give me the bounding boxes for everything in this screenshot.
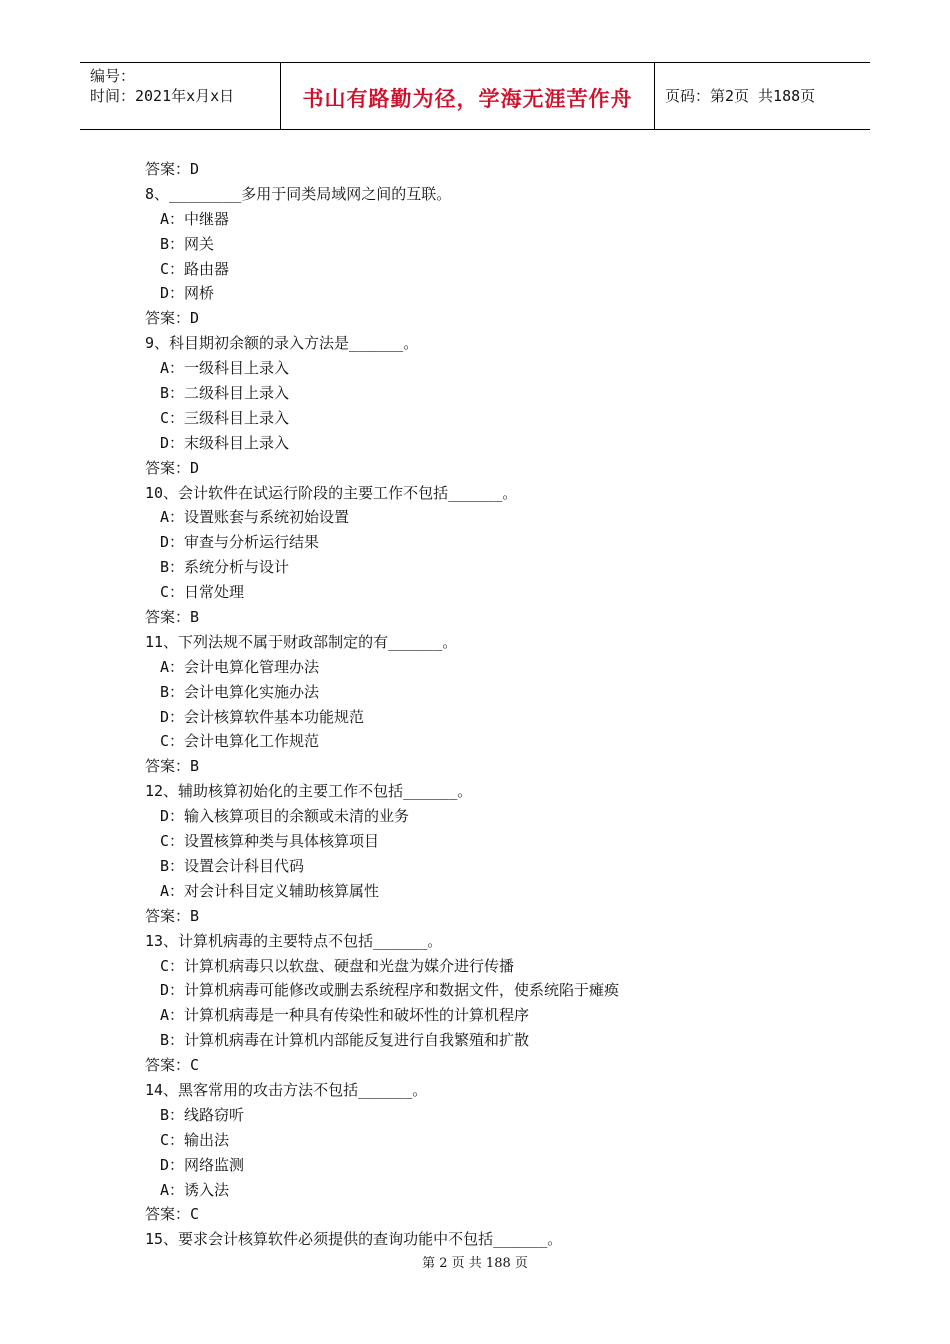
option-line: B：线路窃听 bbox=[160, 1105, 245, 1124]
option-line: A：计算机病毒是一种具有传染性和破坏性的计算机程序 bbox=[160, 1006, 530, 1025]
motto: 书山有路勤为径，学海无涯苦作舟 bbox=[302, 87, 633, 111]
option-line: D：网桥 bbox=[160, 284, 215, 303]
answer-line: 答案：D bbox=[145, 458, 200, 477]
option-line: B：计算机病毒在计算机内部能反复进行自我繁殖和扩散 bbox=[160, 1031, 530, 1050]
serial-label: 编号： bbox=[90, 67, 136, 85]
option-line: D：末级科目上录入 bbox=[160, 433, 290, 452]
option-line: C：三级科目上录入 bbox=[160, 408, 290, 427]
option-line: B：二级科目上录入 bbox=[160, 384, 290, 403]
option-line: A：中继器 bbox=[160, 209, 230, 228]
question-line: 8、________多用于同类局域网之间的互联。 bbox=[145, 184, 452, 203]
option-line: C：设置核算种类与具体核算项目 bbox=[160, 832, 380, 851]
option-line: D：会计核算软件基本功能规范 bbox=[160, 707, 365, 726]
header-middle-cell bbox=[281, 63, 655, 129]
option-line: C：计算机病毒只以软盘、硬盘和光盘为媒介进行传播 bbox=[160, 956, 515, 975]
question-line: 14、黑客常用的攻击方法不包括______。 bbox=[145, 1080, 428, 1099]
answer-line: 答案：B bbox=[145, 906, 200, 925]
option-line: B：会计电算化实施办法 bbox=[160, 682, 320, 701]
answer-line: 答案：D bbox=[145, 309, 200, 328]
question-list bbox=[145, 157, 845, 1252]
question-line: 9、科目期初余额的录入方法是______。 bbox=[145, 334, 419, 353]
option-line: C：日常处理 bbox=[160, 583, 245, 602]
option-line: A：对会计科目定义辅助核算属性 bbox=[160, 881, 380, 900]
question-line: 10、会计软件在试运行阶段的主要工作不包括______。 bbox=[145, 483, 518, 502]
question-line: 11、下列法规不属于财政部制定的有______。 bbox=[145, 632, 458, 651]
question-line: 15、要求会计核算软件必须提供的查询功能中不包括______。 bbox=[145, 1230, 563, 1249]
page-header bbox=[80, 62, 870, 130]
option-line: B：设置会计科目代码 bbox=[160, 856, 305, 875]
header-page-info: 页码：第2页 共188页 bbox=[665, 87, 816, 105]
option-line: D：网络监测 bbox=[160, 1155, 245, 1174]
answer-line: 答案：B bbox=[145, 757, 200, 776]
answer-line: 答案：C bbox=[145, 1205, 200, 1224]
question-line: 13、计算机病毒的主要特点不包括______。 bbox=[145, 931, 443, 950]
option-line: C：路由器 bbox=[160, 259, 230, 278]
answer-line: 答案：D bbox=[145, 160, 200, 178]
header-left-cell bbox=[80, 63, 281, 129]
option-line: A：诱入法 bbox=[160, 1180, 230, 1199]
option-line: A：设置账套与系统初始设置 bbox=[160, 508, 350, 527]
page-footer: 第 2 页 共 188 页 bbox=[422, 1256, 528, 1271]
option-line: C：输出法 bbox=[160, 1130, 230, 1149]
option-line: B：系统分析与设计 bbox=[160, 558, 290, 577]
answer-line: 答案：C bbox=[145, 1056, 200, 1075]
answer-line: 答案：B bbox=[145, 608, 200, 627]
time-label: 时间：2021年x月x日 bbox=[90, 87, 235, 105]
option-line: D：输入核算项目的余额或未清的业务 bbox=[160, 807, 410, 826]
option-line: D：审查与分析运行结果 bbox=[160, 533, 320, 552]
option-line: D：计算机病毒可能修改或删去系统程序和数据文件，使系统陷于瘫痪 bbox=[160, 981, 620, 1000]
option-line: A：会计电算化管理办法 bbox=[160, 657, 320, 676]
option-line: A：一级科目上录入 bbox=[160, 359, 290, 378]
option-line: B：网关 bbox=[160, 234, 215, 253]
option-line: C：会计电算化工作规范 bbox=[160, 732, 320, 751]
question-line: 12、辅助核算初始化的主要工作不包括______。 bbox=[145, 782, 473, 801]
